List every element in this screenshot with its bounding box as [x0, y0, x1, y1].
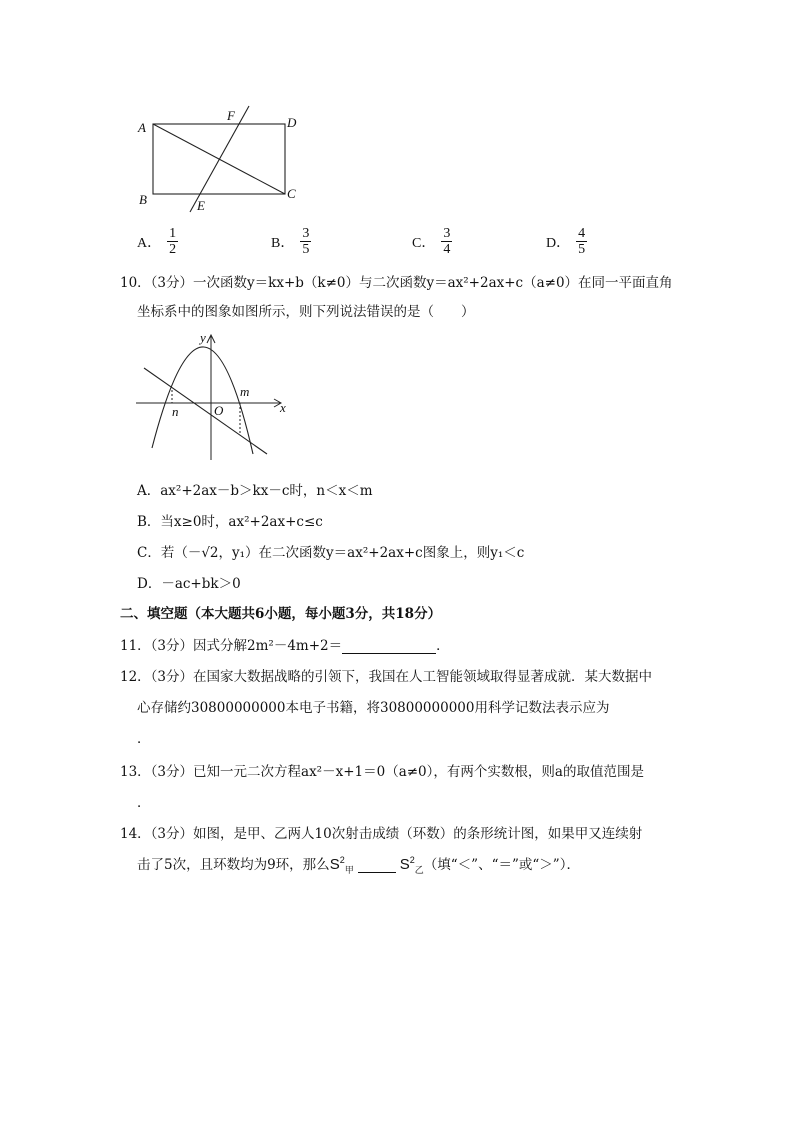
q9-options [0, 226, 794, 266]
section-heading: 二、填空题（本大题共6小题，每小题3分，共18分） [120, 606, 442, 622]
subscript-jia: 甲 [344, 865, 354, 875]
denominator: 4 [443, 242, 451, 257]
q11-answer-blank [342, 639, 436, 654]
point-label-n: n [172, 404, 179, 419]
numerator: 3 [302, 226, 310, 241]
q14-line1: 14．（3分）如图，是甲、乙两人10次射击成绩（环数）的条形统计图，如果甲又连续射 [120, 826, 643, 842]
q10-option-b: B．当x≥0时，ax²+2ax+c≤c [137, 514, 323, 530]
denominator: 5 [578, 242, 586, 257]
fraction [300, 226, 311, 257]
rectangle-figure [130, 100, 310, 220]
q11-text: 11．（3分）因式分解2m²－4m+2＝ [120, 638, 343, 654]
q11-end: ． [436, 638, 450, 654]
denominator: 2 [169, 242, 177, 257]
option-letter: C． [412, 235, 436, 251]
label-A: A [138, 120, 146, 135]
q12-line2: 心存储约30800000000本电子书籍，将30800000000用科学记数法表示应为 [137, 700, 610, 716]
q14-line2-pre: 击了5次，且环数均为9环，那么 [137, 857, 330, 873]
q9-option-b [271, 226, 311, 257]
numerator: 1 [169, 226, 177, 241]
axis-label-y: y [200, 330, 206, 345]
label-F: F [227, 108, 235, 123]
label-C: C [287, 186, 296, 201]
label-D: D [287, 115, 297, 130]
fraction [167, 226, 178, 257]
q10-option-c: C．若（－√2，y₁）在二次函数y＝ax²+2ax+c图象上，则y₁＜c [137, 545, 525, 561]
q10-stem-line2: 坐标系中的图象如图所示，则下列说法错误的是（ ） [137, 304, 475, 320]
q13-line1: 13．（3分）已知一元二次方程ax²－x+1＝0（a≠0），有两个实数根，则a的取值范围是 [120, 764, 644, 780]
point-label-m: m [240, 384, 250, 399]
q14-answer-blank [358, 858, 396, 873]
s-symbol: S [399, 856, 410, 873]
function-graph-figure [130, 328, 300, 463]
q14-line2-post: （填“＜”、“＝”或“＞”）． [423, 857, 580, 873]
q9-option-a [137, 226, 178, 257]
subscript-yi: 乙 [414, 865, 424, 875]
q13-line2: ． [137, 795, 151, 811]
q11 [120, 634, 450, 654]
q9-option-c [412, 226, 452, 257]
q12-line1: 12．（3分）在国家大数据战略的引领下，我国在人工智能领域取得显著成就．某大数据中 [120, 669, 653, 685]
q10-option-d: D．－ac+bk＞0 [137, 576, 241, 592]
q9-option-d [546, 226, 587, 257]
superscript: 2 [339, 855, 345, 865]
origin-label: O [214, 403, 224, 418]
s-symbol: S [329, 856, 340, 873]
superscript: 2 [409, 855, 415, 865]
option-letter: D． [546, 235, 571, 251]
option-letter: A． [137, 235, 162, 251]
q12-line3: ． [137, 731, 151, 747]
numerator: 3 [443, 226, 451, 241]
option-letter: B． [271, 235, 295, 251]
q10-stem-line1: 10．（3分）一次函数y＝kx+b（k≠0）与二次函数y＝ax²+2ax+c（a≠0）在同一平面直角 [120, 275, 673, 291]
variance-s-jia [330, 856, 354, 873]
variance-s-yi [400, 856, 424, 873]
label-B: B [139, 192, 147, 207]
q14-line2 [137, 853, 580, 873]
axis-label-x: x [280, 400, 286, 415]
numerator: 4 [578, 226, 586, 241]
fraction [441, 226, 452, 257]
fraction [576, 226, 587, 257]
label-E: E [197, 198, 205, 213]
denominator: 5 [302, 242, 310, 257]
q10-option-a: A．ax²+2ax－b＞kx－c时，n＜x＜m [137, 483, 373, 499]
